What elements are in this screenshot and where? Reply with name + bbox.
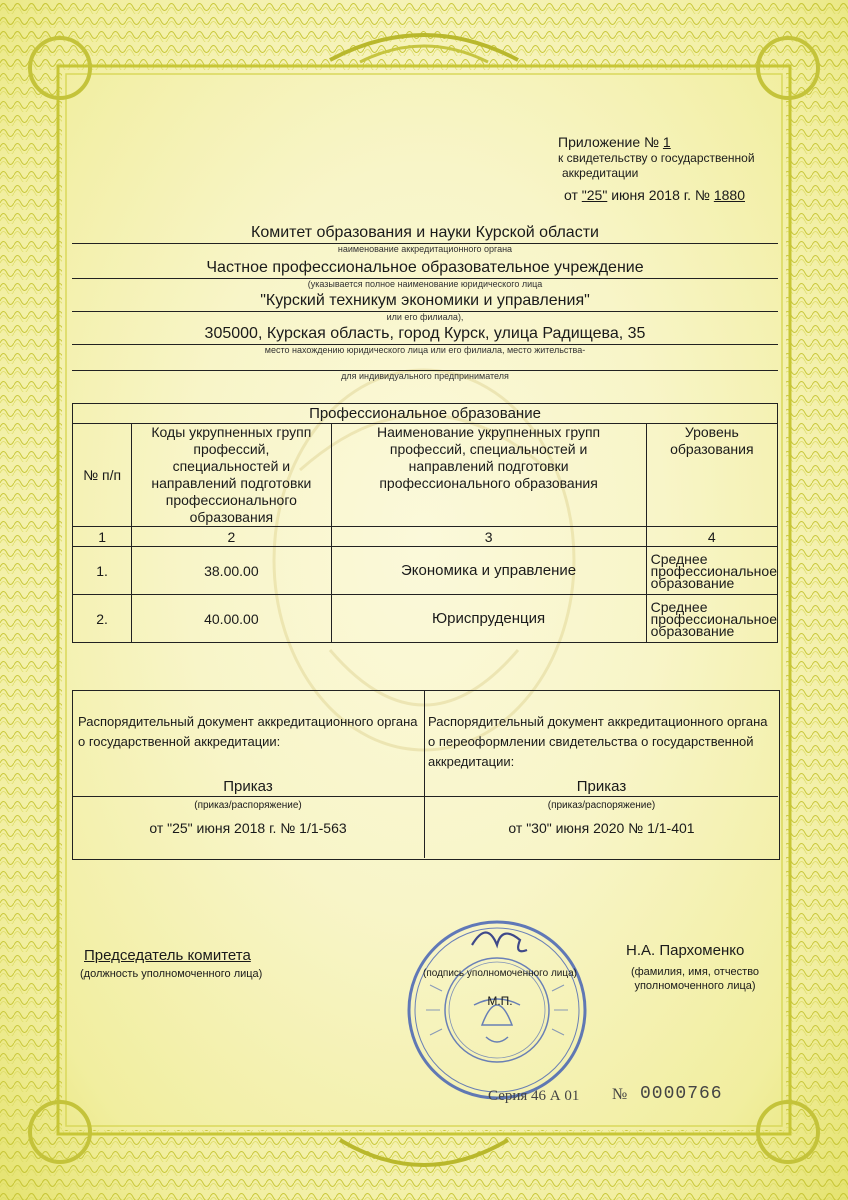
org-name: "Курский техникум экономики и управления" (260, 292, 590, 309)
left-doc-caption: (приказ/распоряжение) (194, 800, 302, 811)
serial-number: 0000766 (640, 1084, 723, 1104)
programs-table (72, 403, 778, 643)
left-doc-ref: от "25" июня 2018 г. № 1/1-563 (149, 820, 347, 836)
signer-position: Председатель комитета (84, 947, 251, 964)
org-caption: (указывается полное наименование юридического лица (307, 279, 543, 289)
index-cell: 4 (646, 527, 777, 547)
appendix-block (558, 134, 755, 204)
org-type: Частное профессиональное образовательное учреждение (206, 259, 644, 276)
signature-caption: (подпись уполномоченного лица) (423, 968, 577, 979)
appendix-cert-number: 1880 (713, 187, 745, 203)
official-seal (402, 915, 592, 1105)
signer-position-caption: (должность уполномоченного лица) (80, 968, 263, 980)
row-level: Среднее профессиональное образование (646, 547, 777, 595)
col-header-names: Наименование укрупненных групп профессий, специальностей и направлений подготовки профессионального образования (331, 424, 646, 527)
left-doc-text: Распорядительный документ аккредитационного органа о государственной аккредитации: (78, 714, 418, 749)
serial-no-sign: № (612, 1086, 628, 1103)
table-row (73, 547, 778, 595)
col-header-level: Уровень образования (646, 424, 777, 527)
row-code: 38.00.00 (132, 547, 331, 595)
row-name: Экономика и управление (331, 547, 646, 595)
left-doc-type: Приказ (223, 778, 273, 795)
authority-caption: наименование аккредитационного органа (337, 244, 513, 254)
appendix-title: Приложение № (558, 134, 660, 150)
right-doc-text: Распорядительный документ аккредитационного органа о переоформлении свидетельства о государственной аккредитации: (428, 714, 768, 769)
index-cell: 3 (331, 527, 646, 547)
org-address: 305000, Курская область, город Курск, улица Радищева, 35 (204, 325, 646, 342)
signer-name: Н.А. Пархоменко (626, 942, 745, 959)
appendix-date-prefix: от (564, 187, 578, 203)
appendix-line2: аккредитации (562, 166, 639, 180)
index-cell: 2 (132, 527, 331, 547)
right-doc-type: Приказ (576, 778, 627, 795)
row-name: Юриспруденция (331, 595, 646, 643)
appendix-number: 1 (662, 134, 671, 150)
authority-name: Комитет образования и науки Курской области (251, 224, 599, 241)
row-code: 40.00.00 (132, 595, 331, 643)
appendix-line1: к свидетельству о государственной (558, 151, 755, 165)
table-title: Профессиональное образование (73, 404, 778, 424)
seal-label: М.П. (487, 994, 513, 1008)
signer-name-caption-1: (фамилия, имя, отчество (630, 966, 760, 978)
table-row (73, 595, 778, 643)
right-doc-ref: от "30" июня 2020 № 1/1-401 (508, 820, 695, 836)
divider (72, 796, 778, 797)
index-cell: 1 (73, 527, 132, 547)
col-header-codes: Коды укрупненных групп профессий, специальностей и направлений подготовки профессионального образования (132, 424, 331, 527)
row-number: 1. (73, 547, 132, 595)
signer-name-caption-2: уполномоченного лица) (634, 980, 756, 992)
address-caption-2: для индивидуального предпринимателя (341, 371, 509, 381)
address-caption: место нахождению юридического лица или его филиала, место жительства- (264, 345, 586, 355)
appendix-month-year: июня 2018 г. № (611, 187, 710, 203)
appendix-day: "25" (581, 187, 608, 203)
org-name-caption: или его филиала), (386, 312, 464, 322)
serial-series: Серия 46 А 01 (488, 1088, 580, 1104)
row-level: Среднее профессиональное образование (646, 595, 777, 643)
col-header-number: № п/п (73, 424, 132, 527)
row-number: 2. (73, 595, 132, 643)
right-doc-caption: (приказ/распоряжение) (547, 800, 656, 811)
